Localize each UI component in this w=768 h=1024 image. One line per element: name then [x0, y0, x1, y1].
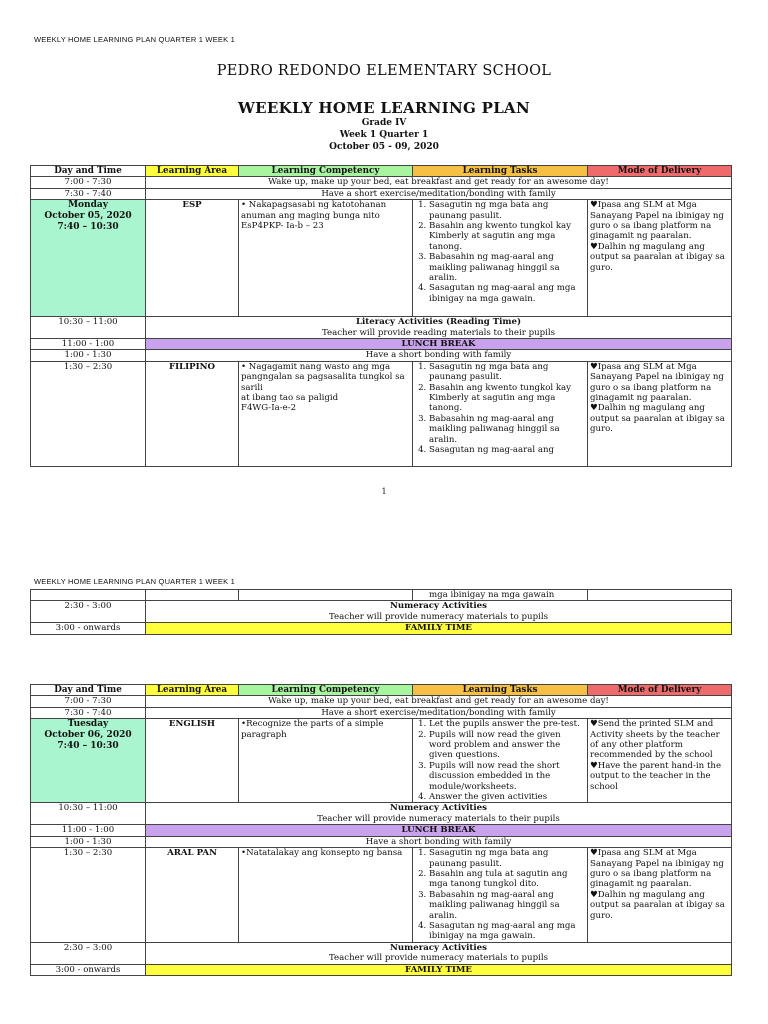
delivery-item: ♥Send the printed SLM and Activity sheets by the teacher of any other platform recommended by the school	[590, 719, 720, 761]
table-row	[31, 317, 732, 339]
delivery-item: ♥Dalhin ng magulang ang output sa paaralan at ibigay sa guro.	[590, 889, 725, 921]
time-cell: 1:30 – 2:30	[31, 848, 146, 943]
task-item: 1. Sasagutin ng mga bata ang paunang pasulit.	[429, 362, 585, 383]
family-time-cell: FAMILY TIME	[146, 964, 732, 975]
task-item: 3. Pupils will now read the short discussion embedded in the module/worksheets.	[429, 761, 585, 792]
table-row	[31, 177, 732, 188]
task-item: 4. Answer the given activities	[429, 792, 585, 802]
time-cell: 1:00 - 1:30	[31, 350, 146, 361]
activity-cell: Have a short bonding with family	[146, 350, 732, 361]
delivery-cell	[588, 361, 732, 466]
day-cell-tuesday	[31, 719, 146, 803]
time-cell: 1:00 - 1:30	[31, 836, 146, 847]
competency-cell	[239, 848, 413, 943]
task-item: 4. Sasagutan ng mag-aaral ang mga ibinigay na mga gawain.	[429, 921, 585, 942]
family-time-cell: FAMILY TIME	[146, 623, 732, 634]
competency-text: • Nagagamit nang wasto ang mga pangngalan sa pagsasalita tungkol sa sarili	[241, 361, 405, 393]
task-item: 2. Basahin ang kwento tungkol kay Kimberly at sagutin ang mga tanong.	[429, 221, 585, 252]
time-cell: 2:30 - 3:00	[31, 601, 146, 623]
activity-cell: Have a short bonding with family	[146, 836, 732, 847]
literacy-title: Literacy Activities (Reading Time)	[355, 317, 522, 328]
task-item: 4. Sasagutan ng mag-aaral ang	[429, 445, 585, 455]
lunch-break-cell: LUNCH BREAK	[146, 825, 732, 836]
competency-text: •Natatalakay ang konsepto ng bansa	[241, 848, 403, 859]
competency-code: EsP4PKP- Ia-b – 23	[241, 221, 324, 232]
table-row	[31, 942, 732, 964]
plan-table-continued	[30, 589, 732, 635]
col-learning-area: Learning Area	[146, 166, 239, 177]
competency-code: F4WG-Ia-e-2	[241, 403, 297, 414]
competency-text: at ibang tao sa paligid	[241, 393, 339, 404]
day-date: October 05, 2020	[44, 211, 132, 222]
plan-table-monday	[30, 165, 732, 467]
numeracy-text: Teacher will provide numeracy materials to their pupils	[317, 813, 560, 824]
activity-cell: Have a short exercise/meditation/bonding with family	[146, 188, 732, 199]
lunch-break-cell: LUNCH BREAK	[146, 339, 732, 350]
table-row	[31, 339, 732, 350]
activity-cell	[146, 317, 732, 339]
col-learning-tasks: Learning Tasks	[413, 685, 588, 696]
day-name: Monday	[68, 200, 108, 211]
learning-area-cell: ESP	[146, 200, 239, 317]
day-cell-monday	[31, 200, 146, 317]
table-row	[31, 601, 732, 623]
delivery-item: ♥Ipasa ang SLM at Mga Sanayang Papel na ibinigay ng guro o sa ibang platform na ginagamit ng paaralan.	[590, 200, 724, 242]
task-item: 1. Let the pupils answer the pre-test.	[429, 719, 585, 729]
table-row	[31, 825, 732, 836]
time-cell: 3:00 - onwards	[31, 623, 146, 634]
competency-text: •Recognize the parts of a simple paragraph	[241, 719, 384, 740]
tasks-cell	[413, 848, 588, 943]
table-row	[31, 696, 732, 707]
day-time: 7:40 – 10:30	[57, 222, 119, 233]
task-item: 4. Sasagutan ng mag-aaral ang mga ibinigay na mga gawain.	[429, 283, 585, 304]
table-row	[31, 803, 732, 825]
time-cell: 7:00 - 7:30	[31, 696, 146, 707]
activity-cell: Have a short exercise/meditation/bonding with family	[146, 707, 732, 718]
activity-cell: Wake up, make up your bed, eat breakfast and get ready for an awesome day!	[146, 696, 732, 707]
delivery-item: ♥Have the parent hand-in the output to the teacher in the school	[590, 760, 722, 792]
table-row	[31, 964, 732, 975]
col-day-time: Day and Time	[31, 166, 146, 177]
table-row	[31, 188, 732, 199]
time-cell: 10:30 – 11:00	[31, 317, 146, 339]
day-name: Tuesday	[67, 719, 109, 730]
task-item: 3. Babasahin ng mag-aaral ang maikling paliwanag hinggil sa aralin.	[429, 414, 585, 445]
page-header: WEEKLY HOME LEARNING PLAN QUARTER 1 WEEK 1	[34, 35, 235, 44]
table-row	[31, 590, 732, 601]
table-row	[31, 836, 732, 847]
tasks-cell: mga ibinigay na mga gawain	[413, 590, 588, 601]
table-header-row	[31, 166, 732, 177]
task-item: 2. Basahin ang tula at sagutin ang mga tanong tungkol dito.	[429, 869, 585, 890]
numeracy-title: Numeracy Activities	[390, 942, 487, 953]
table-row	[31, 350, 732, 361]
task-item: 2. Pupils will now read the given word problem and answer the given questions.	[429, 730, 585, 761]
time-cell: 11:00 - 1:00	[31, 339, 146, 350]
tasks-cell	[413, 200, 588, 317]
table-header-row	[31, 685, 732, 696]
numeracy-title: Numeracy Activities	[390, 601, 487, 612]
page-header: WEEKLY HOME LEARNING PLAN QUARTER 1 WEEK 1	[34, 577, 235, 586]
time-cell: 7:00 - 7:30	[31, 177, 146, 188]
delivery-item: ♥Dalhin ng magulang ang output sa paaralan at ibigay sa guro.	[590, 403, 725, 435]
table-row	[31, 707, 732, 718]
delivery-item: ♥Ipasa ang SLM at Mga Sanayang Papel na ibinigay ng guro o sa ibang platform na ginagamit ng paaralan.	[590, 361, 724, 404]
learning-area-cell: FILIPINO	[146, 361, 239, 466]
col-mode-of-delivery: Mode of Delivery	[588, 685, 732, 696]
activity-cell: Wake up, make up your bed, eat breakfast and get ready for an awesome day!	[146, 177, 732, 188]
time-cell: 7:30 - 7:40	[31, 707, 146, 718]
literacy-text: Teacher will provide reading materials to their pupils	[321, 327, 556, 338]
day-date: October 06, 2020	[44, 730, 132, 741]
col-learning-tasks: Learning Tasks	[413, 166, 588, 177]
page-number: 1	[381, 487, 387, 496]
col-learning-area: Learning Area	[146, 685, 239, 696]
task-item: 3. Babasahin ng mag-aaral ang maikling paliwanag hinggil sa aralin.	[429, 252, 585, 283]
competency-cell	[239, 719, 413, 803]
numeracy-title: Numeracy Activities	[390, 803, 487, 814]
empty-cell	[146, 590, 239, 601]
delivery-cell	[588, 200, 732, 317]
col-day-time: Day and Time	[31, 685, 146, 696]
time-cell: 2:30 – 3:00	[31, 942, 146, 964]
time-cell: 3:00 - onwards	[31, 964, 146, 975]
competency-cell	[239, 200, 413, 317]
day-time: 7:40 – 10:30	[57, 741, 119, 752]
delivery-item: ♥Dalhin ng magulang ang output sa paaralan at ibigay sa guro.	[590, 241, 725, 273]
col-mode-of-delivery: Mode of Delivery	[588, 166, 732, 177]
plan-title: WEEKLY HOME LEARNING PLAN	[238, 99, 530, 117]
col-learning-competency: Learning Competency	[239, 166, 413, 177]
competency-cell	[239, 361, 413, 466]
week-quarter-label: Week 1 Quarter 1	[339, 130, 429, 140]
time-cell: 7:30 - 7:40	[31, 188, 146, 199]
delivery-item: ♥Ipasa ang SLM at Mga Sanayang Papel na ibinigay ng guro o sa ibang platform na ginagamit ng paaralan.	[590, 848, 724, 890]
task-item: 1. Sasagutin ng mga bata ang paunang pasulit.	[429, 200, 585, 221]
date-range-label: October 05 - 09, 2020	[329, 142, 439, 152]
table-row	[31, 719, 732, 803]
table-row	[31, 623, 732, 634]
plan-table-tuesday	[30, 684, 732, 976]
empty-cell	[31, 590, 146, 601]
task-item: 3. Babasahin ng mag-aaral ang maikling paliwanag hinggil sa aralin.	[429, 890, 585, 921]
competency-text: • Nakapagsasabi ng katotohanan anuman ang maging bunga nito	[241, 200, 387, 221]
school-name: PEDRO REDONDO ELEMENTARY SCHOOL	[216, 63, 552, 79]
time-cell: 1:30 – 2:30	[31, 361, 146, 466]
col-learning-competency: Learning Competency	[239, 685, 413, 696]
delivery-cell	[588, 848, 732, 943]
table-row	[31, 361, 732, 466]
numeracy-text: Teacher will provide numeracy materials to pupils	[328, 953, 548, 964]
grade-label: Grade IV	[361, 118, 407, 128]
time-cell: 10:30 – 11:00	[31, 803, 146, 825]
task-item: 1. Sasagutin ng mga bata ang paunang pasulit.	[429, 848, 585, 869]
numeracy-text: Teacher will provide numeracy materials to pupils	[328, 611, 548, 622]
table-row	[31, 848, 732, 943]
task-item: 2. Basahin ang kwento tungkol kay Kimberly at sagutin ang mga tanong.	[429, 383, 585, 414]
learning-area-cell: ARAL PAN	[146, 848, 239, 943]
tasks-cell	[413, 719, 588, 803]
time-cell: 11:00 - 1:00	[31, 825, 146, 836]
empty-cell	[588, 590, 732, 601]
learning-area-cell: ENGLISH	[146, 719, 239, 803]
tasks-cell	[413, 361, 588, 466]
activity-cell	[146, 942, 732, 964]
table-row	[31, 200, 732, 317]
delivery-cell	[588, 719, 732, 803]
activity-cell	[146, 803, 732, 825]
activity-cell	[146, 601, 732, 623]
empty-cell	[239, 590, 413, 601]
